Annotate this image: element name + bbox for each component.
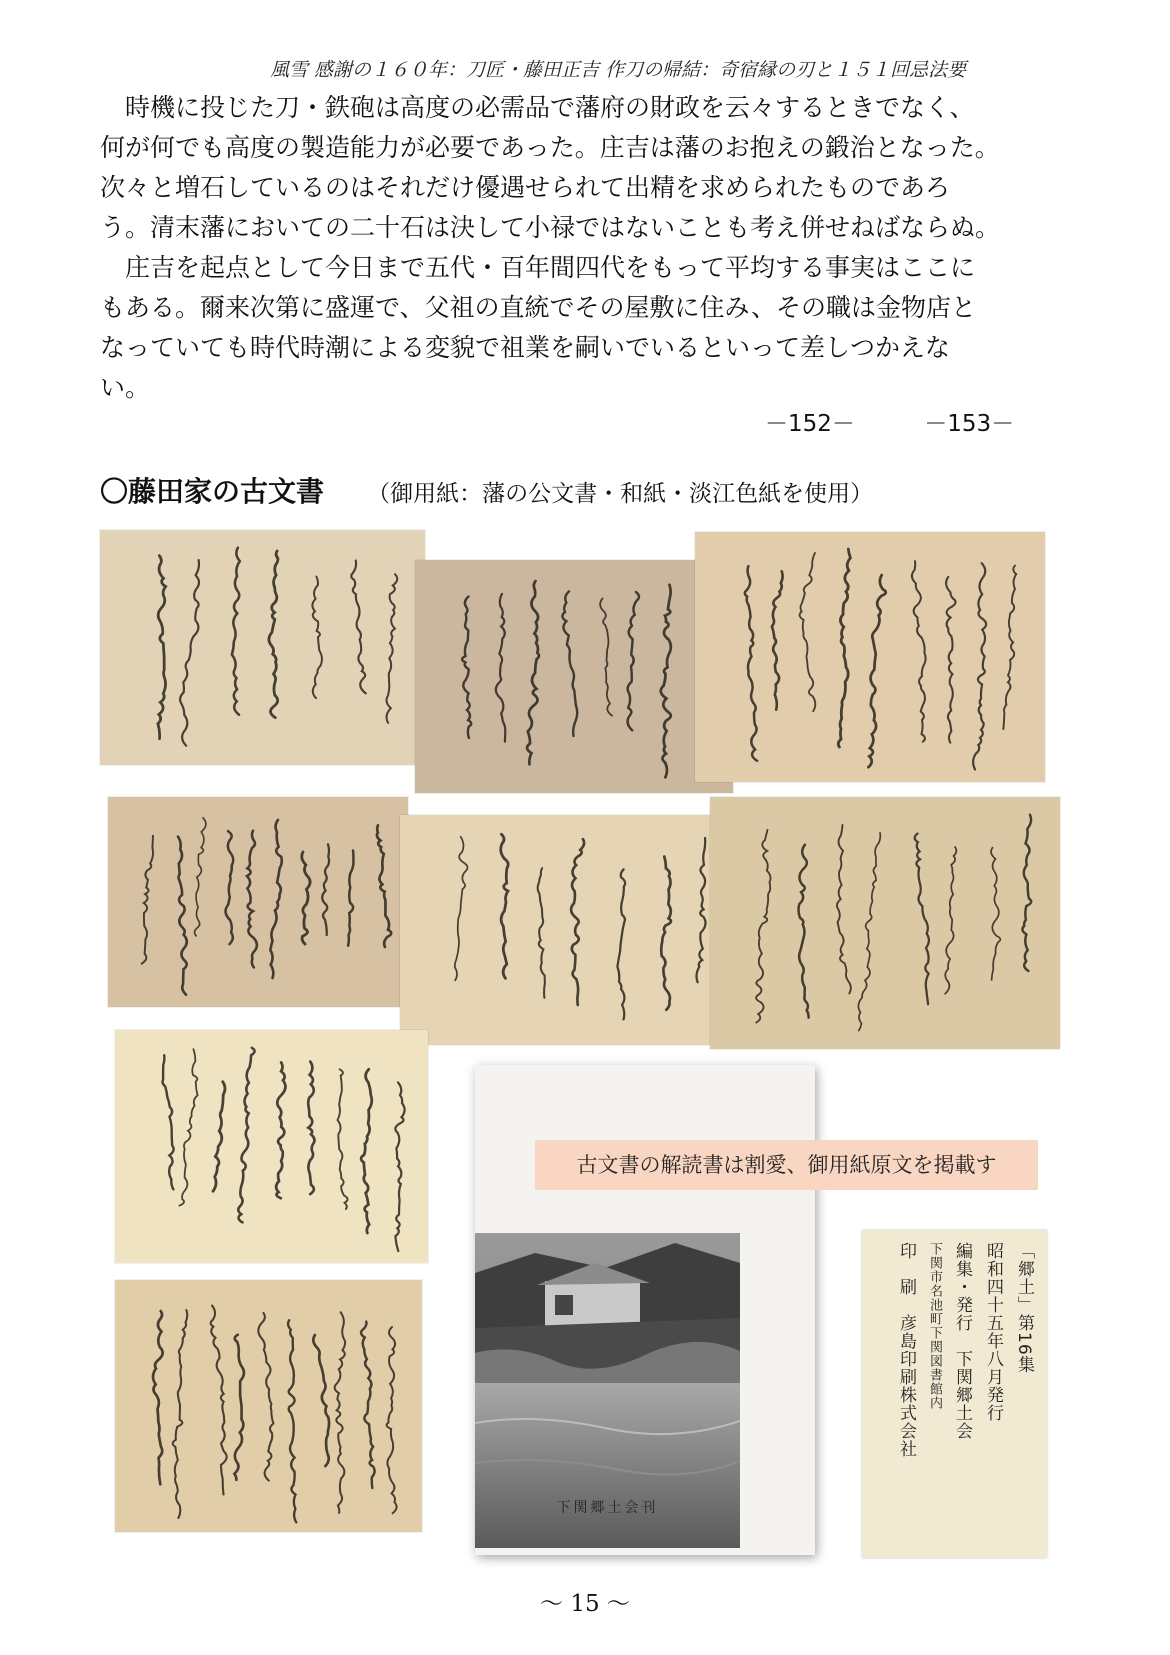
- old-document-photo-8: [115, 1280, 422, 1532]
- old-document-photo-2: [415, 560, 733, 793]
- section-title: 〇藤田家の古文書: [100, 475, 325, 508]
- body-text: [100, 88, 1080, 408]
- colophon-line: 印 刷 彦島印刷株式会社: [896, 1242, 916, 1458]
- colophon-line: 編集・発行 下関郷土会: [952, 1242, 972, 1440]
- body-line: 庄吉を起点として今日まで五代・百年間四代をもって平均する事実はここに: [100, 253, 976, 282]
- running-header: 風雪 感謝の１６０年：刀匠・藤田正吉 作刀の帰結：奇宿縁の刃と１５１回忌法要: [270, 59, 967, 81]
- section-subtitle: （御用紙：藩の公文書・和紙・淡江色紙を使用）: [367, 481, 874, 507]
- note-banner: 古文書の解読書は割愛、御用紙原文を掲載す: [535, 1140, 1038, 1190]
- colophon-line: 「郷土」第16集: [1014, 1242, 1034, 1374]
- body-line: もある。爾来次第に盛運で、父祖の直統でその屋敷に住み、その職は金物店と: [100, 293, 977, 322]
- colophon-line: 昭和四十五年八月発行: [983, 1242, 1003, 1422]
- old-document-photo-1: [100, 530, 425, 765]
- body-line: 次々と増石しているのはそれだけ優遇せられて出精を求められたものであろ: [100, 173, 951, 202]
- booklet-cover: [475, 1065, 815, 1555]
- page-number: ～ 15 ～: [540, 1591, 630, 1617]
- body-line: い。: [100, 373, 151, 402]
- colophon-card: [862, 1230, 1047, 1558]
- page-references: [765, 405, 1076, 438]
- body-line: う。清末藩においての二十石は決して小禄ではないことも考え併せねばならぬ。: [100, 213, 1001, 242]
- old-document-photo-7: [115, 1030, 428, 1263]
- body-line: 何が何でも高度の製造能力が必要であった。庄吉は藩のお抱えの鍛治となった。: [100, 133, 1000, 162]
- page-ref: －152－: [765, 411, 855, 437]
- section-heading: [100, 470, 873, 510]
- old-document-photo-4: [108, 797, 408, 1007]
- colophon-line: 下関市名池町下関図書館内: [927, 1242, 942, 1410]
- page-ref: －153－: [924, 411, 1015, 437]
- old-document-photo-6: [710, 797, 1060, 1049]
- old-document-photo-3: [695, 532, 1045, 782]
- old-document-photo-5: [400, 815, 735, 1045]
- cover-caption: 下関郷土会刊: [556, 1500, 659, 1516]
- body-line: 時機に投じた刀・鉄砲は高度の必需品で藩府の財政を云々するときでなく、: [100, 93, 975, 122]
- body-line: なっていても時代時潮による変貌で祖業を嗣いでいるといって差しつかえな: [100, 333, 951, 362]
